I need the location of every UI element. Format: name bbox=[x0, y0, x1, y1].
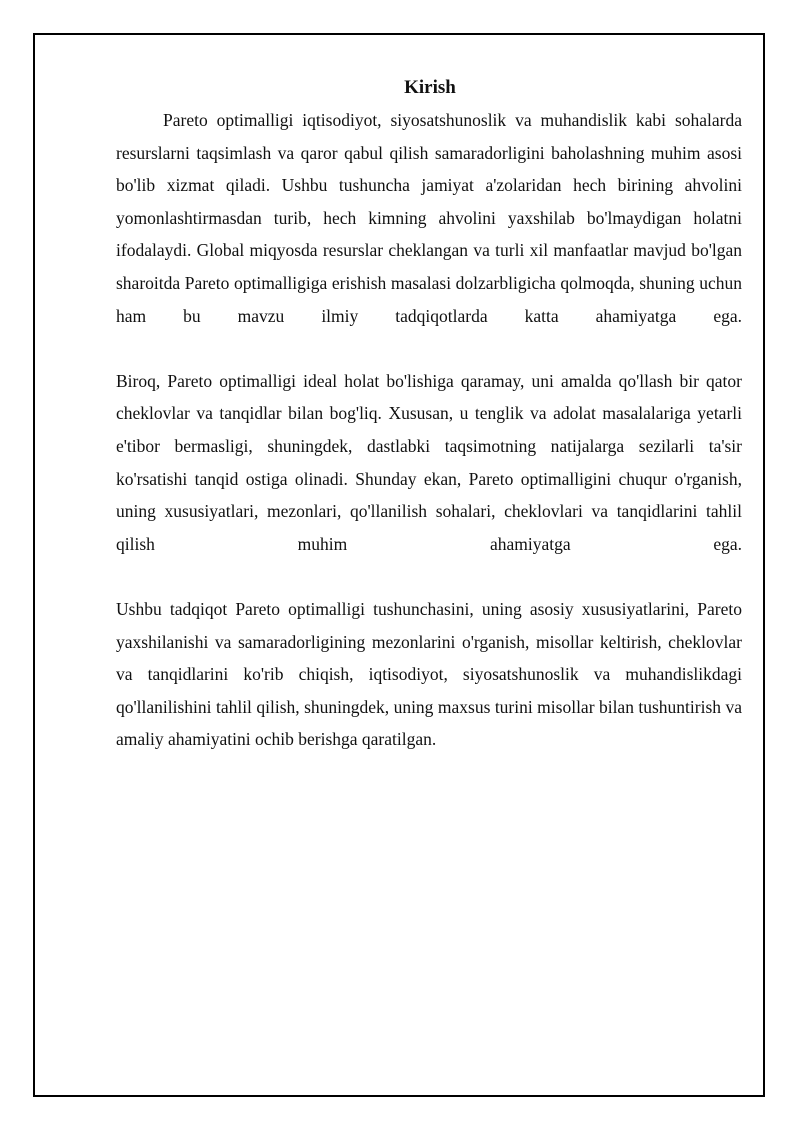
paragraph-purpose: Ushbu tadqiqot Pareto optimalligi tushunchasini, uning asosiy xususiyatlarini, Pareto yaxshilanishi va samaradorligining mezonlarini o'rganish, misollar keltirish, cheklovlar va tanqidlarini ko'rib chiqish, iqtisodiyot, siyosatshunoslik va muhandislikdagi qo'llanilishini tahlil qilish, shuningdek, uning maxsus turini misollar bilan tushuntirish va amaliy ahamiyatini ochib berishga qaratilgan. bbox=[116, 598, 742, 750]
paragraph-intro: Pareto optimalligi iqtisodiyot, siyosatshunoslik va muhandislik kabi sohalarda resurslarni taqsimlash va qaror qabul qilish samaradorligini baholashning muhim asosi bo'lib xizmat qiladi. Ushbu tushuncha jamiyat a'zolaridan hech birining ahvolini yomonlashtirmasdan turib, hech kimning ahvolini yaxshilab bo'lmaydigan holatni ifodalaydi. Global miqyosda resurslar cheklangan va turli xil manfaatlar mavjud bo'lgan sharoitda Pareto optimalligiga erishish masalasi dolzarbligicha qolmoqda, shuning uchun ham bu mavzu ilmiy tadqiqotlarda katta ahamiyatga ega. bbox=[116, 110, 742, 326]
page-title: Kirish bbox=[404, 77, 456, 98]
document-body bbox=[116, 76, 742, 756]
paragraph-critique: Biroq, Pareto optimalligi ideal holat bo'lishiga qaramay, uni amalda qo'llash bir qator cheklovlar va tanqidlar bilan bog'liq. Xususan, u tenglik va adolat masalalariga yetarli e'tibor bermasligi, shuningdek, dastlabki taqsimotning natijalarga sezilarli ta'sir ko'rsatishi tanqid ostiga olinadi. Shunday ekan, Pareto optimalligini chuqur o'rganish, uning xususiyatlari, mezonlari, qo'llanilish sohalari, cheklovlari va tanqidlarini tahlil qilish muhim ahamiyatga ega. bbox=[116, 370, 742, 554]
